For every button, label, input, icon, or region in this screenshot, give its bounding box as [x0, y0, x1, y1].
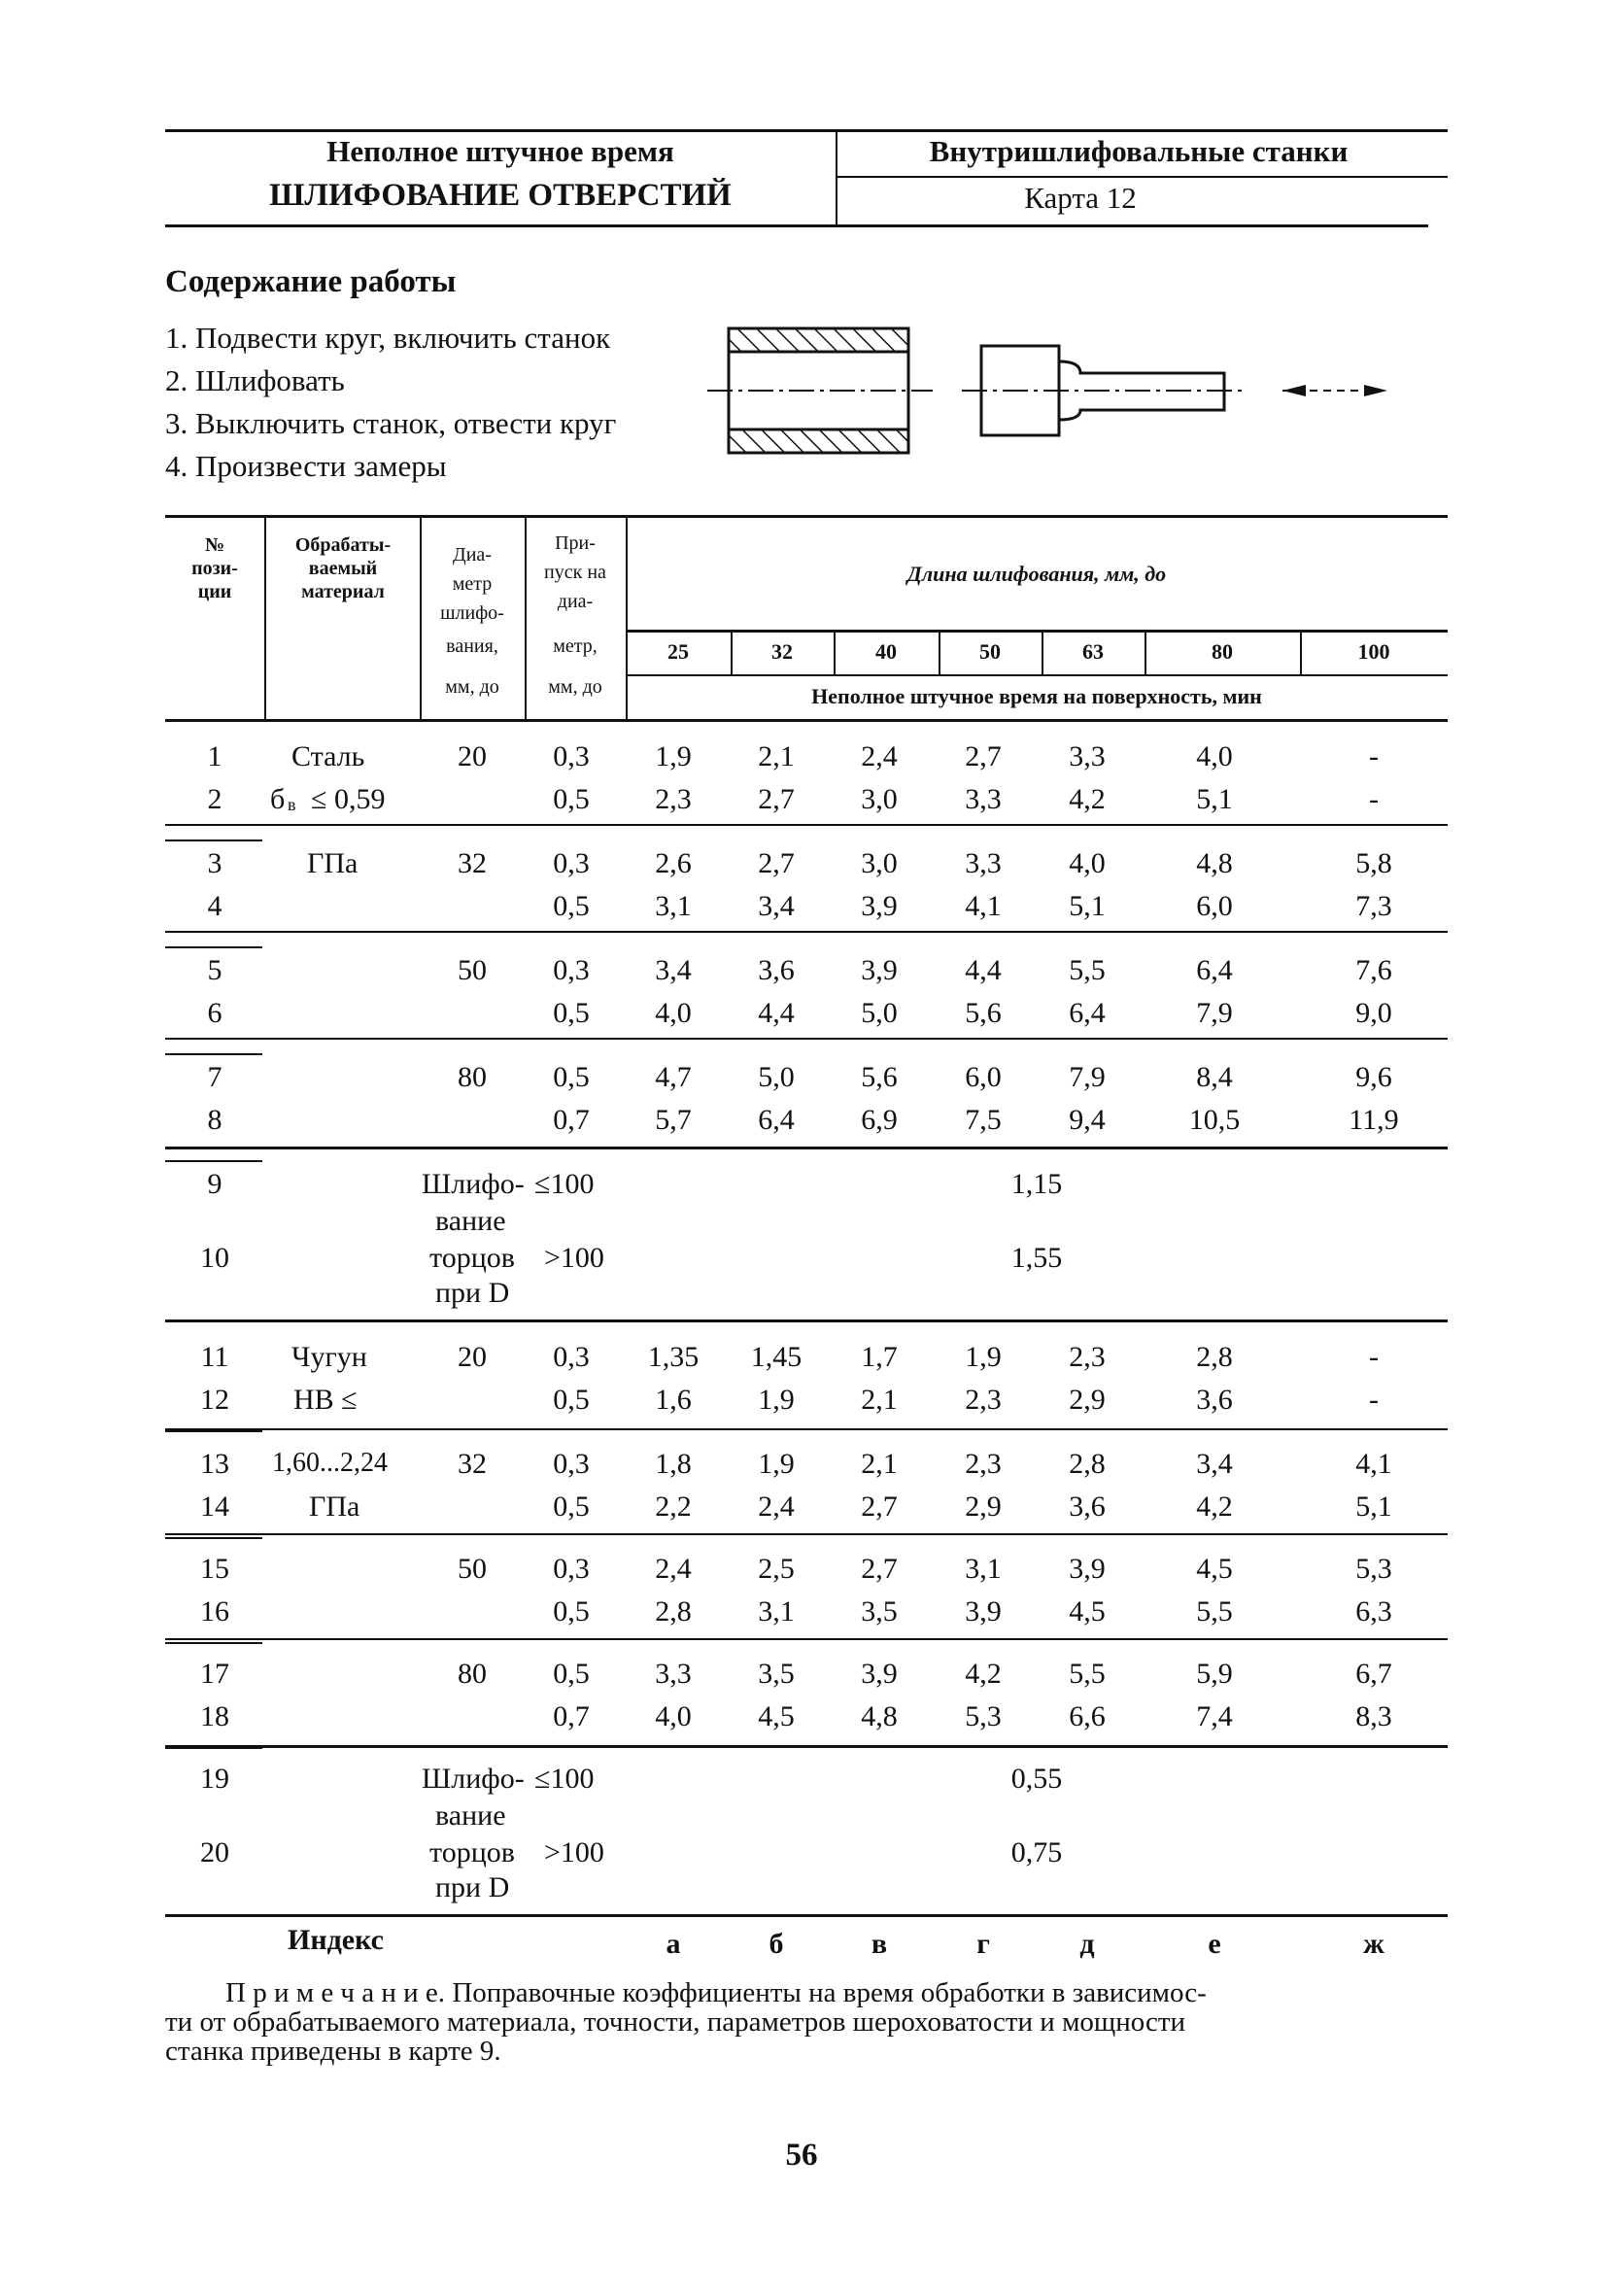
- time-value-cell: 4,0: [655, 1700, 692, 1732]
- time-value-cell: 2,7: [861, 1553, 898, 1585]
- header-title: ШЛИФОВАНИЕ ОТВЕРСТИЙ: [269, 178, 732, 213]
- time-value-cell: 2,4: [861, 740, 898, 772]
- allowance-cell: 0,7: [553, 1700, 590, 1732]
- col-head-length-value: 50: [979, 639, 1001, 664]
- index-letter: г: [976, 1928, 990, 1960]
- time-value-cell: 5,5: [1069, 1658, 1106, 1690]
- time-value-cell: 1,7: [861, 1341, 898, 1373]
- feed-arrow-icon: [1282, 385, 1387, 396]
- diameter-cell: 50: [458, 1553, 487, 1585]
- length-header-rule: [626, 630, 1448, 633]
- time-value-cell: 2,9: [965, 1491, 1002, 1523]
- time-value-cell: 1,45: [750, 1341, 803, 1373]
- col-head-material: ваемый: [308, 558, 378, 579]
- time-value-cell: 3,5: [861, 1595, 898, 1628]
- time-value-cell: 6,3: [1355, 1595, 1392, 1628]
- position-cell: 3: [207, 847, 222, 879]
- face-grinding-label: вание: [435, 1205, 506, 1237]
- allowance-cell: 0,7: [553, 1104, 590, 1136]
- position-cell: 19: [200, 1763, 229, 1795]
- time-value-cell: 2,3: [655, 783, 692, 815]
- time-value-cell: 4,8: [861, 1700, 898, 1732]
- face-grinding-condition: ≤100: [534, 1168, 595, 1200]
- time-value-cell: 5,1: [1196, 783, 1233, 815]
- time-value-cell: 4,5: [1196, 1553, 1233, 1585]
- content-title: Содержание работы: [165, 264, 457, 299]
- time-value-cell: 5,5: [1069, 954, 1106, 986]
- diameter-cell: 80: [458, 1061, 487, 1093]
- position-cell: 9: [207, 1168, 222, 1200]
- header-top-rule: [165, 129, 1448, 132]
- material-iron-hardness: НВ ≤: [293, 1384, 358, 1416]
- col-head-material: Обрабаты-: [294, 534, 392, 556]
- header-bottom-rule: [165, 224, 1428, 227]
- group-rule: [165, 1638, 1448, 1640]
- diameter-cell: 20: [458, 1341, 487, 1373]
- col-head-diameter: вания,: [446, 635, 498, 657]
- time-value-cell: 5,1: [1355, 1491, 1392, 1523]
- time-value-cell: 2,1: [861, 1448, 898, 1480]
- face-grinding-label: торцов: [429, 1836, 515, 1868]
- allowance-cell: 0,5: [553, 1384, 590, 1416]
- time-value-cell: 7,5: [965, 1104, 1002, 1136]
- time-value-cell: 4,1: [965, 890, 1002, 922]
- time-value-cell: 5,3: [965, 1700, 1002, 1732]
- face-grinding-condition: >100: [544, 1242, 604, 1274]
- time-value-cell: 9,6: [1355, 1061, 1392, 1093]
- group-rule: [165, 1745, 1448, 1748]
- diameter-cell: 20: [458, 740, 487, 772]
- position-cell: 1: [207, 740, 222, 772]
- position-cell: 15: [200, 1553, 229, 1585]
- table-top-rule: [165, 515, 1448, 518]
- face-grinding-condition: ≤100: [534, 1763, 595, 1795]
- time-value-cell: 8,3: [1355, 1700, 1392, 1732]
- work-step: 2. Шлифовать: [165, 363, 345, 397]
- time-value-cell: 3,6: [1196, 1384, 1233, 1416]
- work-step: 3. Выключить станок, отвести круг: [165, 406, 617, 440]
- time-value-cell: 11,9: [1349, 1104, 1399, 1136]
- group-rule: [165, 1147, 1448, 1149]
- time-value-cell: 4,4: [965, 954, 1002, 986]
- material-steel-sigma: б: [270, 783, 286, 815]
- time-value-cell: 1,9: [758, 1384, 795, 1416]
- time-value-cell: 1,9: [758, 1448, 795, 1480]
- face-grinding-value: 1,15: [1010, 1168, 1063, 1200]
- index-letter: в: [871, 1928, 888, 1960]
- allowance-cell: 0,3: [553, 740, 590, 772]
- length-values-rule: [626, 674, 1448, 676]
- time-value-cell: 2,5: [758, 1553, 795, 1585]
- time-value-cell: 2,7: [758, 783, 795, 815]
- time-value-cell: 7,9: [1196, 997, 1233, 1029]
- material-iron-unit: ГПа: [309, 1491, 360, 1523]
- group-rule: [165, 824, 1448, 826]
- col-head-length-value: 40: [875, 639, 897, 664]
- time-value-cell: 3,1: [965, 1553, 1002, 1585]
- group-rule: [165, 1038, 1448, 1040]
- face-grinding-value: 0,75: [1010, 1836, 1063, 1868]
- time-value-cell: 2,1: [758, 740, 795, 772]
- material-steel: Сталь: [291, 740, 365, 772]
- allowance-cell: 0,5: [553, 1061, 590, 1093]
- diameter-cell: 80: [458, 1658, 487, 1690]
- position-cell: 16: [200, 1595, 229, 1628]
- time-value-cell: 2,1: [861, 1384, 898, 1416]
- face-grinding-label: вание: [435, 1799, 506, 1832]
- time-value-cell: 4,2: [1196, 1491, 1233, 1523]
- time-value-cell: 9,0: [1355, 997, 1392, 1029]
- work-step: 4. Произвести замеры: [165, 449, 447, 483]
- time-value-cell: 6,4: [1196, 954, 1233, 986]
- time-value-cell: 3,9: [861, 1658, 898, 1690]
- time-value-cell: 2,3: [1069, 1341, 1106, 1373]
- col-head-diameter: мм, до: [445, 676, 499, 698]
- time-value-cell: 2,9: [1069, 1384, 1106, 1416]
- time-value-cell: 6,7: [1355, 1658, 1392, 1690]
- time-value-cell: 3,3: [965, 783, 1002, 815]
- allowance-cell: 0,5: [553, 890, 590, 922]
- time-value-cell: 3,4: [655, 954, 692, 986]
- time-value-cell: 7,4: [1196, 1700, 1233, 1732]
- col-head-diameter: метр: [452, 573, 493, 595]
- group-rule: [165, 931, 1448, 933]
- material-iron: Чугун: [291, 1341, 367, 1373]
- note-line-3: станка приведены в карте 9.: [165, 2036, 501, 2067]
- time-value-cell: 4,5: [758, 1700, 795, 1732]
- time-value-cell: 4,4: [758, 997, 795, 1029]
- index-letter: е: [1208, 1928, 1221, 1960]
- time-value-cell: 5,7: [655, 1104, 692, 1136]
- time-value-cell: 3,9: [861, 890, 898, 922]
- time-value-cell: 3,3: [1069, 740, 1106, 772]
- time-value-cell: 2,8: [655, 1595, 692, 1628]
- time-value-cell: 9,4: [1069, 1104, 1106, 1136]
- time-value-cell: -: [1369, 740, 1379, 772]
- position-cell: 7: [207, 1061, 222, 1093]
- time-value-cell: 5,6: [965, 997, 1002, 1029]
- time-value-cell: 4,7: [655, 1061, 692, 1093]
- time-value-cell: 3,4: [758, 890, 795, 922]
- time-value-cell: 2,7: [861, 1491, 898, 1523]
- face-grinding-value: 1,55: [1010, 1242, 1063, 1274]
- time-value-cell: 3,0: [861, 847, 898, 879]
- time-value-cell: 4,1: [1355, 1448, 1392, 1480]
- time-value-cell: 2,7: [965, 740, 1002, 772]
- material-steel-unit: ГПа: [307, 847, 359, 879]
- face-grinding-label: Шлифо-: [422, 1763, 525, 1795]
- header-subtitle: Неполное штучное время: [326, 134, 674, 168]
- note-text: Поправочные коэффициенты на время обработки в зависимос-: [452, 1977, 1207, 2008]
- position-cell: 10: [200, 1242, 229, 1274]
- time-value-cell: 5,5: [1196, 1595, 1233, 1628]
- allowance-cell: 0,5: [553, 1595, 590, 1628]
- time-value-cell: 6,9: [861, 1104, 898, 1136]
- position-group-rule: [165, 1537, 262, 1539]
- face-grinding-label: Шлифо-: [422, 1168, 525, 1200]
- time-value-cell: 1,9: [965, 1341, 1002, 1373]
- time-value-cell: 4,8: [1196, 847, 1233, 879]
- material-iron-range: 1,60...2,24: [272, 1448, 388, 1478]
- time-value-cell: 3,1: [655, 890, 692, 922]
- time-value-cell: 3,6: [758, 954, 795, 986]
- time-value-cell: 3,1: [758, 1595, 795, 1628]
- allowance-cell: 0,5: [553, 1658, 590, 1690]
- time-value-cell: 4,0: [655, 997, 692, 1029]
- group-rule: [165, 1428, 1448, 1430]
- header-card-number: Карта 12: [1024, 181, 1137, 215]
- col-head-position: ции: [197, 581, 232, 602]
- time-value-cell: 1,8: [655, 1448, 692, 1480]
- grinding-sketch: [700, 311, 1399, 466]
- col-head-length-value: 63: [1082, 639, 1104, 664]
- time-value-cell: 2,2: [655, 1491, 692, 1523]
- material-steel-limit: ≤ 0,59: [311, 783, 386, 815]
- col-head-allowance: При-: [555, 532, 596, 554]
- time-value-cell: 3,6: [1069, 1491, 1106, 1523]
- position-group-rule: [165, 946, 262, 948]
- time-value-cell: 4,2: [1069, 783, 1106, 815]
- position-cell: 13: [200, 1448, 229, 1480]
- index-letter: б: [769, 1928, 784, 1960]
- col-head-allowance: диа-: [557, 591, 594, 612]
- allowance-cell: 0,3: [553, 847, 590, 879]
- time-value-cell: 2,4: [758, 1491, 795, 1523]
- col-head-length-title: Длина шлифования, мм, до: [906, 562, 1167, 586]
- material-steel-subscript: в: [288, 795, 296, 814]
- time-value-cell: 5,9: [1196, 1658, 1233, 1690]
- face-grinding-label: торцов: [429, 1242, 515, 1274]
- col-head-diameter: Диа-: [453, 544, 492, 565]
- time-value-cell: 3,9: [965, 1595, 1002, 1628]
- position-cell: 5: [207, 954, 222, 986]
- position-cell: 12: [200, 1384, 229, 1416]
- time-value-cell: -: [1369, 783, 1379, 815]
- col-head-allowance: мм, до: [548, 676, 602, 698]
- time-value-cell: 3,9: [861, 954, 898, 986]
- face-grinding-label: при D: [435, 1871, 510, 1903]
- time-value-cell: 5,0: [861, 997, 898, 1029]
- col-head-material: материал: [301, 581, 385, 602]
- col-head-length-value: 25: [667, 639, 689, 664]
- time-value-cell: 3,4: [1196, 1448, 1233, 1480]
- col-head-position: №: [204, 534, 225, 556]
- col-head-diameter: шлифо-: [440, 602, 504, 624]
- col-head-length-value: 100: [1357, 639, 1390, 664]
- time-value-cell: 5,3: [1355, 1553, 1392, 1585]
- face-grinding-condition: >100: [544, 1836, 604, 1868]
- position-cell: 4: [207, 890, 222, 922]
- time-value-cell: 7,6: [1355, 954, 1392, 986]
- header-right-mid-rule: [837, 176, 1448, 178]
- time-value-cell: 3,3: [655, 1658, 692, 1690]
- position-cell: 17: [200, 1658, 229, 1690]
- face-grinding-value: 0,55: [1010, 1763, 1063, 1795]
- position-cell: 2: [207, 783, 222, 815]
- position-group-rule: [165, 1430, 262, 1432]
- time-value-cell: 7,9: [1069, 1061, 1106, 1093]
- index-label: Индекс: [288, 1924, 384, 1956]
- position-group-rule: [165, 1160, 262, 1162]
- position-cell: 20: [200, 1836, 229, 1868]
- group-rule: [165, 1533, 1448, 1535]
- time-value-cell: 4,2: [965, 1658, 1002, 1690]
- time-value-cell: 3,0: [861, 783, 898, 815]
- position-group-rule: [165, 840, 262, 841]
- time-value-cell: 1,6: [655, 1384, 692, 1416]
- time-value-cell: 6,4: [1069, 997, 1106, 1029]
- time-value-cell: 1,9: [655, 740, 692, 772]
- position-cell: 6: [207, 997, 222, 1029]
- time-value-cell: 7,3: [1355, 890, 1392, 922]
- allowance-cell: 0,3: [553, 1553, 590, 1585]
- grinding-wheel: [962, 346, 1244, 435]
- col-head-position: пози-: [191, 558, 238, 579]
- diameter-cell: 32: [458, 1448, 487, 1480]
- time-value-cell: 2,4: [655, 1553, 692, 1585]
- allowance-cell: 0,3: [553, 1448, 590, 1480]
- time-value-cell: 2,3: [965, 1448, 1002, 1480]
- diameter-cell: 32: [458, 847, 487, 879]
- position-group-rule: [165, 1053, 262, 1055]
- col-head-time-title: Неполное штучное время на поверхность, мин: [811, 684, 1262, 708]
- col-head-length-value: 32: [771, 639, 793, 664]
- time-value-cell: 5,6: [861, 1061, 898, 1093]
- time-value-cell: 5,0: [758, 1061, 795, 1093]
- allowance-cell: 0,5: [553, 997, 590, 1029]
- time-value-cell: 6,0: [1196, 890, 1233, 922]
- section-rule: [165, 1319, 1448, 1322]
- time-value-cell: 5,1: [1069, 890, 1106, 922]
- page-number: 56: [785, 2138, 818, 2173]
- position-group-rule: [165, 1642, 262, 1644]
- time-value-cell: 1,35: [647, 1341, 700, 1373]
- time-value-cell: 10,5: [1188, 1104, 1241, 1136]
- allowance-cell: 0,3: [553, 954, 590, 986]
- position-cell: 14: [200, 1491, 229, 1523]
- position-cell: 8: [207, 1104, 222, 1136]
- time-value-cell: 2,8: [1196, 1341, 1233, 1373]
- note-line-2: ти от обрабатываемого материала, точности, параметров шероховатости и мощности: [165, 2006, 1186, 2038]
- table-header-bottom-rule: [165, 719, 1448, 722]
- allowance-cell: 0,3: [553, 1341, 590, 1373]
- face-grinding-label: при D: [435, 1277, 510, 1309]
- time-value-cell: 3,5: [758, 1658, 795, 1690]
- note-lead: П р и м е ч а н и е.: [225, 1977, 446, 2008]
- time-value-cell: 3,3: [965, 847, 1002, 879]
- col-head-allowance: метр,: [553, 635, 598, 657]
- allowance-cell: 0,5: [553, 1491, 590, 1523]
- time-value-cell: 2,3: [965, 1384, 1002, 1416]
- section-rule: [165, 1914, 1448, 1917]
- time-value-cell: 6,0: [965, 1061, 1002, 1093]
- time-value-cell: 2,6: [655, 847, 692, 879]
- col-head-length-value: 80: [1212, 639, 1233, 664]
- work-step: 1. Подвести круг, включить станок: [165, 321, 611, 355]
- index-letter: д: [1079, 1928, 1095, 1960]
- time-value-cell: 2,7: [758, 847, 795, 879]
- time-value-cell: 5,8: [1355, 847, 1392, 879]
- time-value-cell: 4,0: [1196, 740, 1233, 772]
- time-value-cell: 2,8: [1069, 1448, 1106, 1480]
- index-letter: а: [666, 1928, 681, 1960]
- col-head-allowance: пуск на: [544, 562, 606, 583]
- index-letter: ж: [1363, 1928, 1384, 1960]
- time-value-cell: 6,6: [1069, 1700, 1106, 1732]
- time-value-cell: 4,0: [1069, 847, 1106, 879]
- header-machine-type: Внутришлифовальные станки: [929, 134, 1349, 168]
- time-value-cell: -: [1369, 1341, 1379, 1373]
- time-value-cell: -: [1369, 1384, 1379, 1416]
- time-value-cell: 3,9: [1069, 1553, 1106, 1585]
- position-cell: 11: [200, 1341, 229, 1373]
- work-steps: [165, 317, 616, 488]
- position-cell: 18: [200, 1700, 229, 1732]
- time-value-cell: 8,4: [1196, 1061, 1233, 1093]
- note-line-1: [225, 1978, 1450, 2007]
- diameter-cell: 50: [458, 954, 487, 986]
- time-value-cell: 6,4: [758, 1104, 795, 1136]
- time-value-cell: 4,5: [1069, 1595, 1106, 1628]
- allowance-cell: 0,5: [553, 783, 590, 815]
